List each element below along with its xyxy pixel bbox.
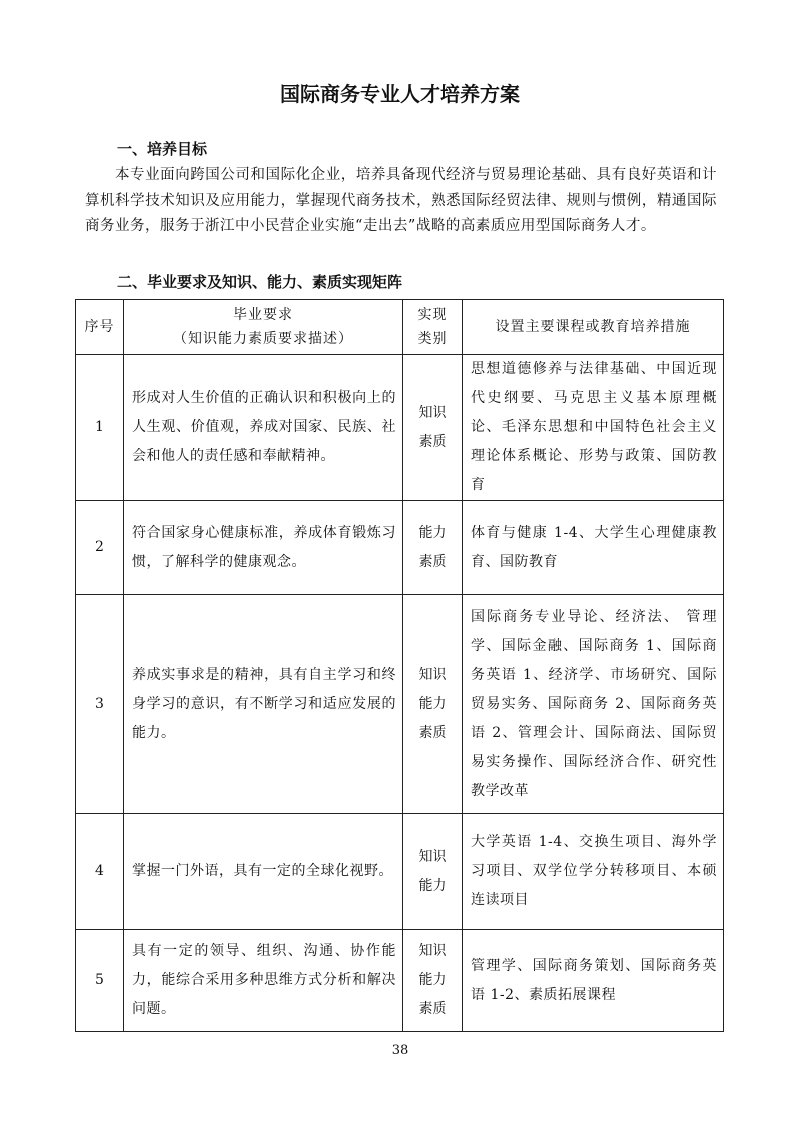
row-courses: 国际商务专业导论、经济法、 管理学、国际金融、国际商务 1、国际商务英语 1、经济学、市场研究、国际贸易实务、国际商务 2、国际商务英语 2、管理会计、国际商法、国际贸易实务操作、国际经济合作、研究性教学改革	[463, 595, 724, 814]
row-requirement: 养成实事求是的精神，具有自主学习和终身学习的意识，有不断学习和适应发展的能力。	[124, 595, 403, 814]
row-category	[403, 930, 463, 1032]
row-number: 3	[76, 595, 124, 814]
category-label: 能力	[418, 972, 447, 988]
row-requirement: 形成对人生价值的正确认识和积极向上的人生观、价值观，养成对国家、民族、社会和他人的责任感和奉献精神。	[124, 355, 403, 501]
section-heading-training-goal: 一、培养目标	[117, 140, 208, 158]
row-category	[403, 595, 463, 814]
table-header-row	[76, 300, 724, 355]
row-requirement: 符合国家身心健康标准，养成体育锻炼习惯，了解科学的健康观念。	[124, 501, 403, 595]
header-category-line1: 实现	[417, 307, 448, 323]
header-category	[403, 300, 463, 355]
category-label: 能力	[418, 524, 447, 541]
row-courses: 管理学、国际商务策划、国际商务英语 1-2、素质拓展课程	[463, 930, 724, 1032]
page-number: 38	[391, 1043, 409, 1058]
header-category-line2: 类别	[417, 331, 448, 347]
table-row	[76, 814, 724, 930]
row-courses: 体育与健康 1-4、大学生心理健康教育、国防教育	[463, 501, 724, 595]
row-category	[403, 814, 463, 930]
row-number: 1	[76, 355, 124, 501]
header-requirement-line1: 毕业要求	[233, 307, 293, 323]
row-number: 2	[76, 501, 124, 595]
table-row	[76, 930, 724, 1032]
category-label: 能力	[418, 877, 447, 894]
category-label: 知识	[418, 943, 447, 959]
row-category	[403, 501, 463, 595]
category-label: 知识	[418, 666, 447, 683]
row-number: 4	[76, 814, 124, 930]
category-label: 知识	[418, 848, 447, 865]
requirements-matrix-table	[75, 299, 724, 1032]
header-requirement-line2: （知识能力素质要求描述）	[173, 331, 353, 347]
category-label: 能力	[418, 695, 447, 712]
training-goal-paragraph: 本专业面向跨国公司和国际化企业，培养具备现代经济与贸易理论基础、具有良好英语和计算机科学技术知识及应用能力，掌握现代商务技术，熟悉国际经贸法律、规则与惯例，精通国际商务业务，服务于浙江中小民营企业实施“走出去”战略的高素质应用型国际商务人才。	[85, 167, 717, 234]
table-row	[76, 355, 724, 501]
row-requirement: 具有一定的领导、组织、沟通、协作能力，能综合采用多种思维方式分析和解决问题。	[124, 930, 403, 1032]
category-label: 素质	[418, 433, 447, 450]
header-courses: 设置主要课程或教育培养措施	[463, 300, 724, 355]
category-label: 素质	[418, 1001, 447, 1017]
row-number: 5	[76, 930, 124, 1032]
table-row	[76, 595, 724, 814]
header-requirement	[124, 300, 403, 355]
table-row	[76, 501, 724, 595]
page-title: 国际商务专业人才培养方案	[280, 82, 520, 106]
header-no: 序号	[76, 300, 124, 355]
category-label: 知识	[418, 404, 447, 421]
row-requirement: 掌握一门外语，具有一定的全球化视野。	[124, 814, 403, 930]
row-category	[403, 355, 463, 501]
row-courses: 思想道德修养与法律基础、中国近现代史纲要、马克思主义基本原理概论、毛泽东思想和中国特色社会主义理论体系概论、形势与政策、国防教育	[463, 355, 724, 501]
section-heading-matrix: 二、毕业要求及知识、能力、素质实现矩阵	[117, 273, 403, 291]
category-label: 素质	[418, 724, 447, 741]
category-label: 素质	[418, 553, 447, 570]
row-courses: 大学英语 1-4、交换生项目、海外学习项目、双学位学分转移项目、本硕连读项目	[463, 814, 724, 930]
